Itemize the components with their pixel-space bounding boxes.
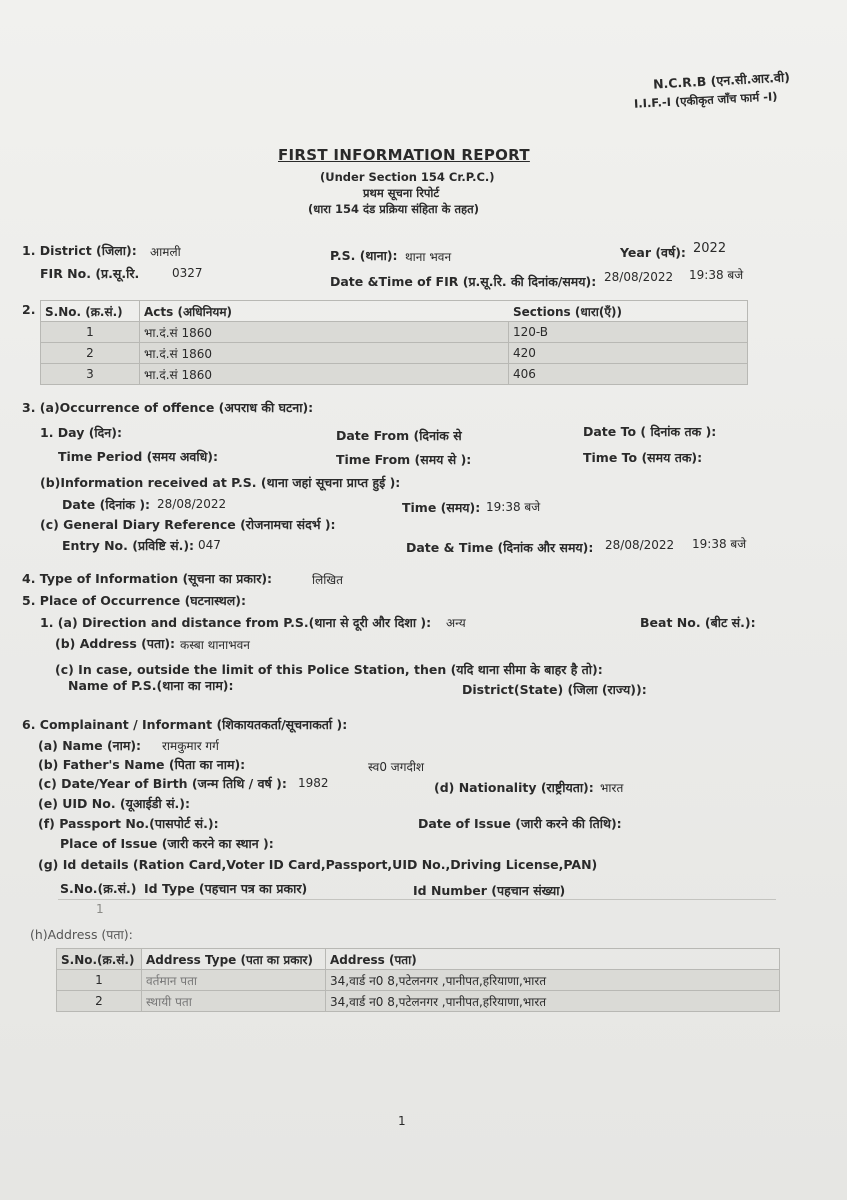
addr-col-address: Address (पता)	[326, 949, 780, 970]
time-period-label: Time Period (समय अवधि):	[58, 449, 219, 464]
fir-no-label: FIR No. (प्र.सू.रि.	[40, 266, 140, 281]
direction-label: 1. (a) Direction and distance from P.S.(थाना से दूरी और दिशा ):	[40, 615, 432, 630]
district-label: 1. District (जिला):	[22, 243, 137, 258]
gd-time-value: 19:38 बजे	[692, 537, 747, 551]
time-to-label: Time To (समय तक):	[583, 450, 703, 465]
acts-col-acts: Acts (अधिनियम)	[140, 301, 509, 322]
id-col-sno: S.No.(क्र.सं.)	[60, 881, 137, 896]
fir-time-value: 19:38 बजे	[689, 268, 744, 282]
id-row-sno: 1	[96, 902, 104, 916]
info-time-label: Time (समय):	[402, 500, 481, 515]
table-row	[41, 322, 748, 343]
district-state-label: District(State) (जिला (राज्य)):	[462, 682, 647, 697]
uid-label: (e) UID No. (यूआईडी सं.):	[38, 796, 190, 811]
father-name-value: स्व0 जगदीश	[368, 760, 425, 774]
acts-table	[40, 300, 748, 385]
addr-row-type: स्थायी पता	[142, 991, 326, 1012]
addr-col-sno: S.No.(क्र.सं.)	[57, 949, 142, 970]
acts-row-act: भा.दं.सं 1860	[140, 343, 509, 364]
hindi-title: प्रथम सूचना रिपोर्ट	[363, 186, 440, 200]
under-section: (Under Section 154 Cr.P.C.)	[320, 170, 495, 184]
entry-no-label: Entry No. (प्रविष्टि सं.):	[62, 538, 195, 553]
fir-no-value: 0327	[172, 266, 203, 280]
addr-row-sno: 2	[57, 991, 142, 1012]
table-row	[41, 343, 748, 364]
day-label: 1. Day (दिन):	[40, 425, 122, 440]
acts-col-sections: Sections (धारा(एँ))	[509, 301, 748, 322]
outside-limit-label: (c) In case, outside the limit of this Police Station, then (यदि थाना सीमा के बाहर है तो):	[55, 662, 603, 677]
info-type-value: लिखित	[312, 573, 344, 587]
addr-row-address: 34,वार्ड न0 8,पटेलनगर ,पानीपत,हरियाणा,भारत	[326, 991, 780, 1012]
fir-date-value: 28/08/2022	[604, 270, 674, 284]
info-date-value: 28/08/2022	[157, 497, 227, 511]
entry-no-value: 047	[198, 538, 221, 552]
ps-name-label: Name of P.S.(थाना का नाम):	[68, 678, 234, 693]
gd-datetime-label: Date & Time (दिनांक और समय):	[406, 540, 594, 555]
iif-code: I.I.F.-I (एकीकृत जाँच फार्म -I)	[633, 89, 778, 111]
name-label: (a) Name (नाम):	[38, 738, 142, 753]
issue-place-label: Place of Issue (जारी करने का स्थान ):	[60, 836, 274, 851]
issue-date-label: Date of Issue (जारी करने की तिथि):	[418, 816, 622, 831]
fir-datetime-label: Date &Time of FIR (प्र.सू.रि. की दिनांक/समय):	[330, 274, 597, 289]
acts-row-section: 120-B	[509, 322, 748, 343]
gd-date-value: 28/08/2022	[605, 538, 675, 552]
address-table	[56, 948, 780, 1012]
acts-row-section: 406	[509, 364, 748, 385]
acts-row-sno: 3	[41, 364, 140, 385]
ncrb-code: N.C.R.B (एन.सी.आर.वी)	[652, 69, 791, 92]
year-label: Year (वर्ष):	[620, 245, 686, 260]
date-from-label: Date From (दिनांक से	[336, 428, 462, 443]
info-time-value: 19:38 बजे	[486, 500, 541, 514]
father-name-label: (b) Father's Name (पिता का नाम):	[38, 757, 246, 772]
acts-row-act: भा.दं.सं 1860	[140, 364, 509, 385]
year-value: 2022	[693, 241, 727, 256]
page-number: 1	[398, 1114, 406, 1128]
addr-row-address: 34,वार्ड न0 8,पटेलनगर ,पानीपत,हरियाणा,भारत	[326, 970, 780, 991]
place-heading: 5. Place of Occurrence (घटनास्थल):	[22, 593, 246, 608]
name-value: रामकुमार गर्ग	[162, 739, 219, 753]
nationality-label: (d) Nationality (राष्ट्रीयता):	[434, 780, 594, 795]
addr-row-type: वर्तमान पता	[142, 970, 326, 991]
time-from-label: Time From (समय से ):	[336, 452, 472, 467]
complainant-heading: 6. Complainant / Informant (शिकायतकर्ता/सूचनाकर्ता ):	[22, 717, 348, 732]
addr-row-sno: 1	[57, 970, 142, 991]
passport-label: (f) Passport No.(पासपोर्ट सं.):	[38, 816, 219, 831]
direction-value: अन्य	[446, 616, 466, 630]
section-2-number: 2.	[22, 302, 36, 317]
id-table-divider	[58, 899, 776, 900]
dob-value: 1982	[298, 776, 329, 790]
district-value: आमली	[150, 245, 181, 259]
hindi-section: (धारा 154 दंड प्रक्रिया संहिता के तहत)	[308, 202, 479, 216]
ps-label: P.S. (थाना):	[330, 248, 398, 263]
report-title: FIRST INFORMATION REPORT	[278, 146, 530, 164]
gd-reference-label: (c) General Diary Reference (रोजनामचा संदर्भ ):	[40, 517, 336, 532]
info-received-label: (b)Information received at P.S. (थाना जहां सूचना प्राप्त हुई ):	[40, 475, 401, 490]
acts-col-sno: S.No. (क्र.सं.)	[41, 301, 140, 322]
beat-no-label: Beat No. (बीट सं.):	[640, 615, 756, 630]
occurrence-heading: 3. (a)Occurrence of offence (अपराध की घटना):	[22, 400, 314, 415]
nationality-value: भारत	[600, 781, 624, 795]
id-col-type: Id Type (पहचान पत्र का प्रकार)	[144, 881, 308, 896]
address-heading: (h)Address (पता):	[30, 927, 133, 942]
acts-row-section: 420	[509, 343, 748, 364]
address-label: (b) Address (पता):	[55, 636, 176, 651]
info-type-label: 4. Type of Information (सूचना का प्रकार):	[22, 571, 273, 586]
address-value: कस्बा थानाभवन	[180, 638, 250, 652]
table-row	[57, 970, 780, 991]
ps-value: थाना भवन	[405, 250, 452, 264]
table-row	[41, 364, 748, 385]
table-row	[57, 991, 780, 1012]
info-date-label: Date (दिनांक ):	[62, 497, 151, 512]
acts-row-sno: 1	[41, 322, 140, 343]
addr-col-type: Address Type (पता का प्रकार)	[142, 949, 326, 970]
dob-label: (c) Date/Year of Birth (जन्म तिथि / वर्ष ):	[38, 776, 287, 791]
acts-row-act: भा.दं.सं 1860	[140, 322, 509, 343]
date-to-label: Date To ( दिनांक तक ):	[583, 424, 717, 439]
id-col-number: Id Number (पहचान संख्या)	[413, 883, 566, 898]
id-details-label: (g) Id details (Ration Card,Voter ID Card,Passport,UID No.,Driving License,PAN)	[38, 857, 598, 872]
acts-row-sno: 2	[41, 343, 140, 364]
